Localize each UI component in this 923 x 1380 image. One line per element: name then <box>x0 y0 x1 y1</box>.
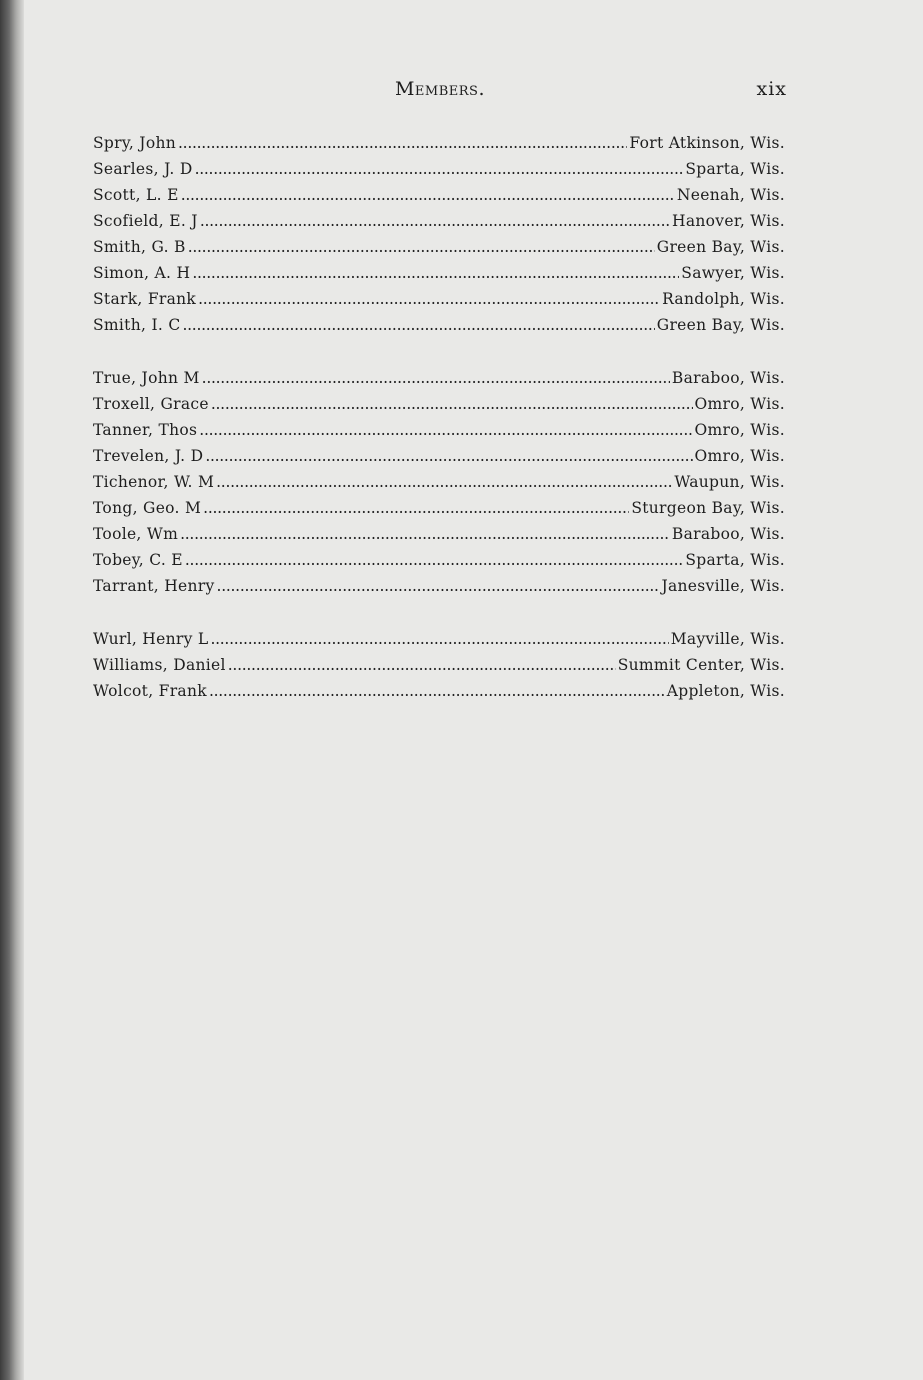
member-entry <box>93 234 785 260</box>
dot-leader <box>211 391 693 417</box>
member-entry <box>93 495 785 521</box>
member-name: Tobey, C. E <box>93 551 183 569</box>
member-name: Trevelen, J. D <box>93 447 204 465</box>
dot-leader <box>192 260 679 286</box>
member-name: Wolcot, Frank <box>93 682 207 700</box>
dot-leader <box>198 286 660 312</box>
member-entry <box>93 260 785 286</box>
member-place: Green Bay, Wis. <box>656 316 785 334</box>
member-place: Summit Center, Wis. <box>617 656 785 674</box>
member-place: Omro, Wis. <box>694 421 785 439</box>
member-entry <box>93 443 785 469</box>
dot-leader <box>178 130 627 156</box>
dot-leader <box>199 417 692 443</box>
member-place: Sparta, Wis. <box>685 160 785 178</box>
member-entry <box>93 286 785 312</box>
running-title: Members. <box>394 78 486 100</box>
member-entry <box>93 573 785 599</box>
member-place: Hanover, Wis. <box>672 212 785 230</box>
member-section-w <box>93 626 785 704</box>
dot-leader <box>188 234 655 260</box>
member-name: Tanner, Thos <box>93 421 198 439</box>
dot-leader <box>181 182 675 208</box>
member-name: Smith, G. B <box>93 238 186 256</box>
member-entry <box>93 626 785 652</box>
member-name: Scott, L. E <box>93 186 179 204</box>
dot-leader <box>216 469 672 495</box>
dot-leader <box>217 573 660 599</box>
member-entry <box>93 130 785 156</box>
member-entry <box>93 417 785 443</box>
page-binding-edge <box>0 0 24 1380</box>
dot-leader <box>180 521 670 547</box>
member-place: Sawyer, Wis. <box>681 264 785 282</box>
dot-leader <box>200 208 670 234</box>
member-name: Tichenor, W. M <box>93 473 215 491</box>
dot-leader <box>185 547 683 573</box>
member-entry <box>93 208 785 234</box>
member-section-t <box>93 365 785 599</box>
page-header <box>93 78 787 106</box>
dot-leader <box>202 365 670 391</box>
member-place: Baraboo, Wis. <box>671 369 785 387</box>
member-place: Omro, Wis. <box>694 395 785 413</box>
dot-leader <box>210 626 668 652</box>
page-number: xix <box>756 78 787 100</box>
member-place: Green Bay, Wis. <box>656 238 785 256</box>
member-name: Tong, Geo. M <box>93 499 202 517</box>
member-entry <box>93 365 785 391</box>
member-place: Waupun, Wis. <box>674 473 785 491</box>
member-place: Neenah, Wis. <box>676 186 785 204</box>
member-name: Smith, I. C <box>93 316 181 334</box>
dot-leader <box>209 678 665 704</box>
member-entry <box>93 312 785 338</box>
member-name: Toole, Wm <box>93 525 179 543</box>
member-place: Sturgeon Bay, Wis. <box>631 499 785 517</box>
member-place: Janesville, Wis. <box>661 577 785 595</box>
member-entry <box>93 652 785 678</box>
member-name: Troxell, Grace <box>93 395 209 413</box>
member-name: Searles, J. D <box>93 160 193 178</box>
member-name: True, John M <box>93 369 200 387</box>
member-entry <box>93 469 785 495</box>
member-name: Simon, A. H <box>93 264 191 282</box>
member-name: Spry, John <box>93 134 177 152</box>
member-list <box>93 130 785 731</box>
dot-leader <box>228 652 616 678</box>
dot-leader <box>203 495 629 521</box>
member-name: Tarrant, Henry <box>93 577 215 595</box>
dot-leader <box>182 312 654 338</box>
member-name: Scofield, E. J <box>93 212 198 230</box>
member-entry <box>93 156 785 182</box>
member-name: Stark, Frank <box>93 290 197 308</box>
member-place: Fort Atkinson, Wis. <box>629 134 785 152</box>
member-place: Randolph, Wis. <box>662 290 785 308</box>
member-name: Wurl, Henry L <box>93 630 209 648</box>
member-place: Omro, Wis. <box>694 447 785 465</box>
member-entry <box>93 678 785 704</box>
dot-leader <box>195 156 684 182</box>
dot-leader <box>205 443 692 469</box>
member-place: Mayville, Wis. <box>670 630 785 648</box>
member-entry <box>93 521 785 547</box>
member-place: Baraboo, Wis. <box>671 525 785 543</box>
member-entry <box>93 182 785 208</box>
member-place: Appleton, Wis. <box>666 682 785 700</box>
member-entry <box>93 391 785 417</box>
member-name: Williams, Daniel <box>93 656 226 674</box>
member-section-s <box>93 130 785 338</box>
member-entry <box>93 547 785 573</box>
member-place: Sparta, Wis. <box>685 551 785 569</box>
